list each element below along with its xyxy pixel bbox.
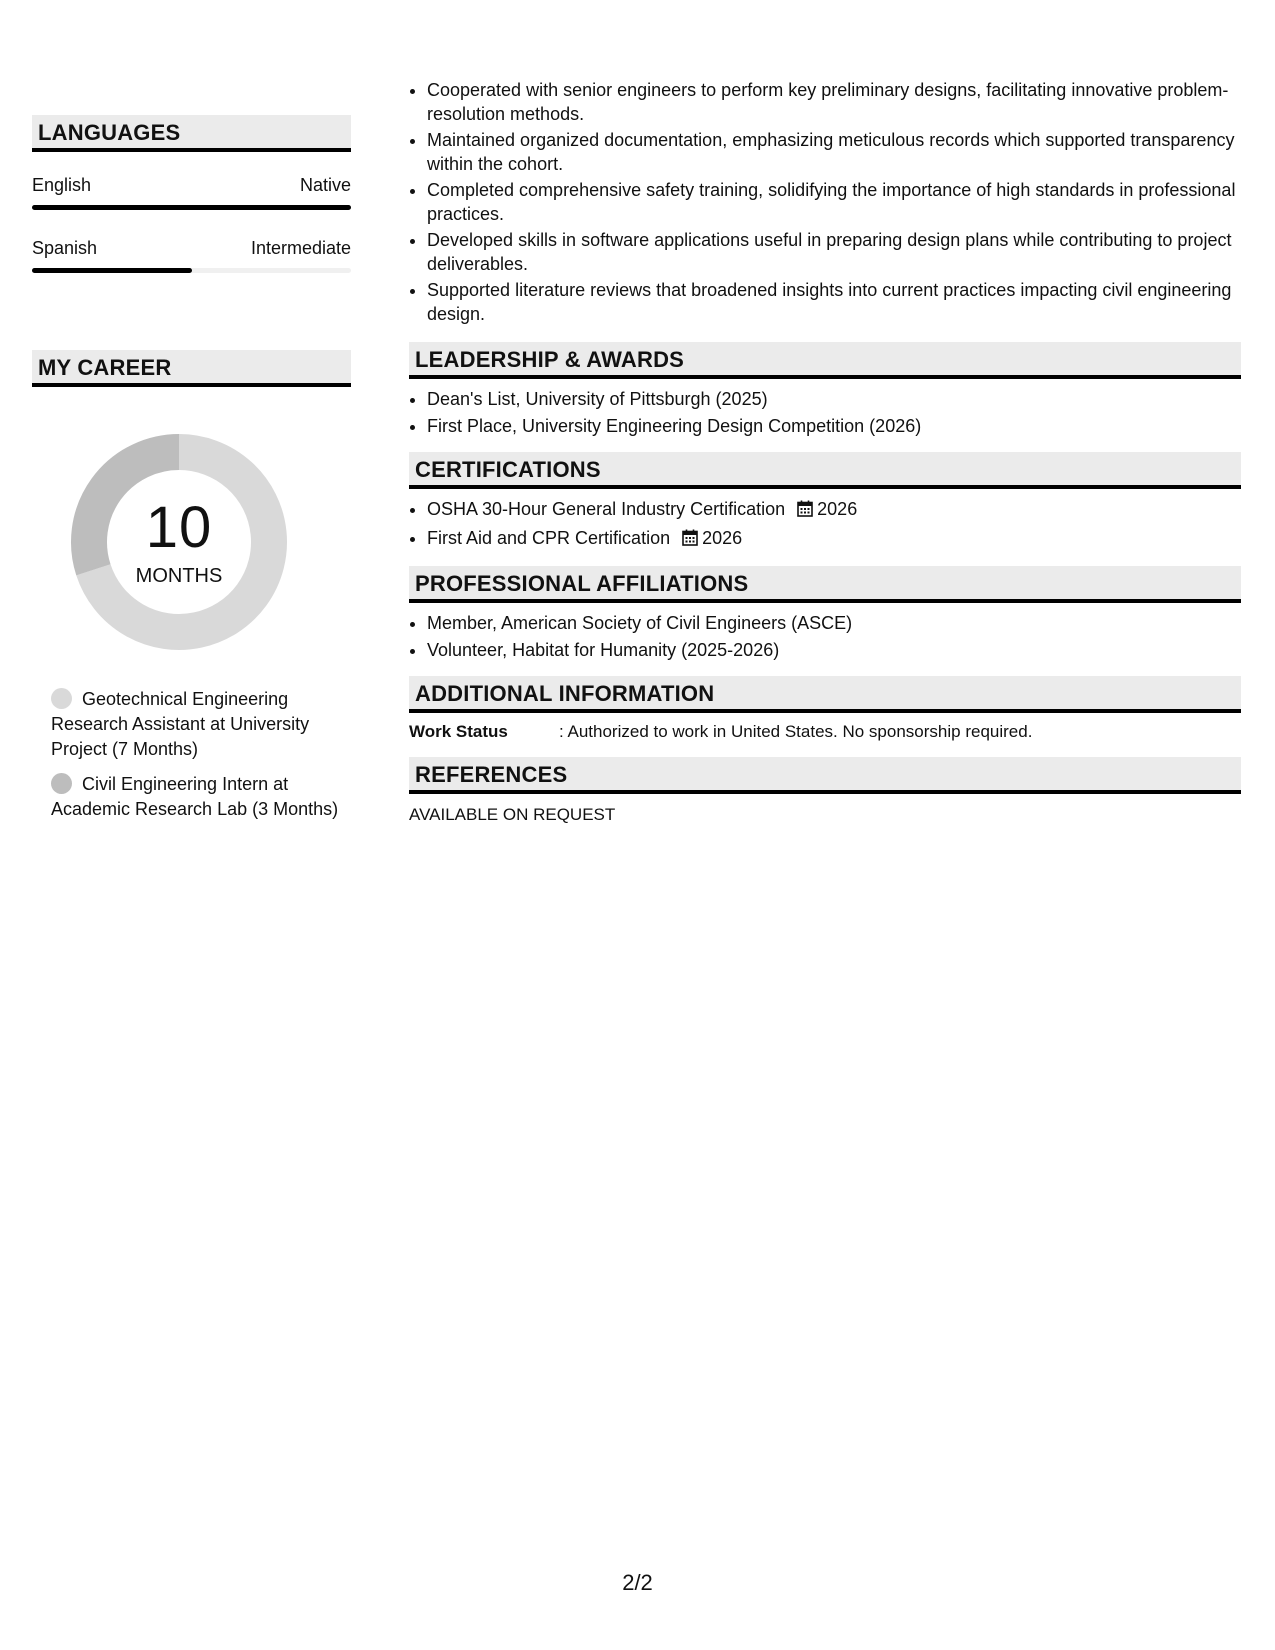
leadership-list: [409, 387, 1241, 438]
career-entry-label: Civil Engineering Intern at Academic Research Lab (3 Months): [51, 774, 339, 819]
certification-item: [427, 497, 1241, 523]
language-english: [32, 175, 351, 210]
language-name: English: [32, 175, 92, 195]
experience-bullet: • Supported literature reviews that broadened insights into current practices impacting civil engineering design.: [427, 278, 1241, 326]
calendar-icon: [682, 528, 698, 552]
references-heading: REFERENCES: [409, 757, 1241, 794]
affiliation-item: • Volunteer, Habitat for Humanity (2025-2026): [427, 638, 1241, 662]
career-donut-chart: [66, 429, 292, 655]
left-column: [32, 115, 351, 832]
page-number: 2/2: [622, 1570, 653, 1595]
affiliations-section: [409, 566, 1241, 662]
career-legend: [51, 687, 341, 822]
affiliations-list: [409, 611, 1241, 662]
additional-info-section: [409, 676, 1241, 743]
calendar-icon: [797, 499, 813, 523]
work-status-row: [409, 721, 1241, 743]
certifications-section: [409, 452, 1241, 552]
experience-bullet: • Cooperated with senior engineers to perform key preliminary designs, facilitating innovative problem-resolution methods.: [427, 78, 1241, 126]
leadership-item: • Dean's List, University of Pittsburgh (2025): [427, 387, 1241, 411]
language-proficiency-bar: [32, 268, 351, 273]
career-entry-label: Geotechnical Engineering Research Assistant at University Project (7 Months): [51, 689, 310, 759]
language-level: Intermediate: [250, 238, 351, 258]
language-proficiency-fill: [32, 205, 351, 210]
certification-name: OSHA 30-Hour General Industry Certification: [427, 499, 786, 519]
certifications-heading: CERTIFICATIONS: [409, 452, 1241, 489]
experience-bullet: • Completed comprehensive safety training, solidifying the importance of high standards in professional practices.: [427, 178, 1241, 226]
career-legend-item: [51, 687, 341, 762]
certification-item: [427, 526, 1241, 552]
work-status-label: Work Status: [409, 722, 508, 741]
additional-info-heading: ADDITIONAL INFORMATION: [409, 676, 1241, 713]
language-proficiency-fill: [32, 268, 192, 273]
language-spanish: [32, 238, 351, 273]
leadership-section: [409, 342, 1241, 438]
work-status-value: : Authorized to work in United States. No sponsorship required.: [559, 722, 1033, 741]
experience-bullet: • Developed skills in software applications useful in preparing design plans while contributing to project deliverables.: [427, 228, 1241, 276]
references-section: [409, 757, 1241, 826]
career-total-months: 10: [145, 495, 213, 560]
legend-dot-icon: [51, 688, 72, 709]
leadership-heading: LEADERSHIP & AWARDS: [409, 342, 1241, 379]
experience-bullet-list: [409, 78, 1241, 326]
references-text: AVAILABLE ON REQUEST: [409, 805, 616, 824]
language-name: Spanish: [32, 238, 98, 258]
language-level: Native: [299, 175, 351, 195]
career-heading: MY CAREER: [32, 350, 351, 387]
certification-year: 2026: [702, 528, 743, 548]
career-total-unit: MONTHS: [135, 565, 223, 587]
certification-year: 2026: [817, 499, 858, 519]
legend-dot-icon: [51, 773, 72, 794]
certifications-list: [409, 497, 1241, 552]
affiliation-item: • Member, American Society of Civil Engineers (ASCE): [427, 611, 1241, 635]
right-column: [409, 78, 1241, 826]
certification-name: First Aid and CPR Certification: [427, 528, 671, 548]
language-proficiency-bar: [32, 205, 351, 210]
experience-bullet: • Maintained organized documentation, emphasizing meticulous records which supported transparency within the cohort.: [427, 128, 1241, 176]
leadership-item: • First Place, University Engineering Design Competition (2026): [427, 414, 1241, 438]
career-legend-item: [51, 772, 341, 822]
affiliations-heading: PROFESSIONAL AFFILIATIONS: [409, 566, 1241, 603]
languages-heading: LANGUAGES: [32, 115, 351, 152]
